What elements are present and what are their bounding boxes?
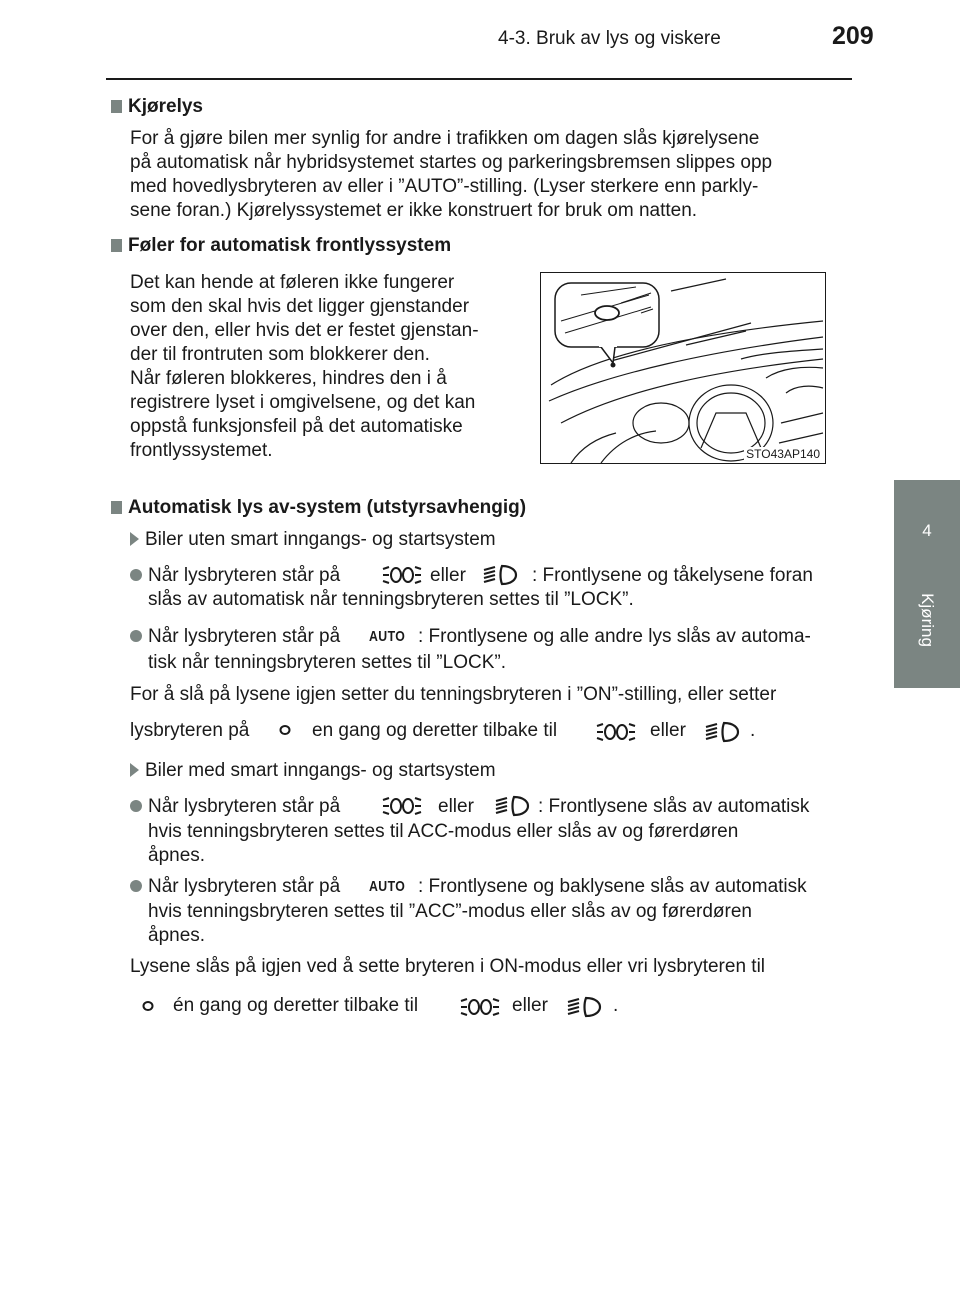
auto-icon: AUTO — [369, 628, 406, 645]
p1-text-a: For å slå på lysene igjen setter du tenningsbryteren i ”ON”-stilling, eller setter — [130, 684, 777, 705]
chapter-label: Kjøring — [918, 593, 937, 647]
p2-text-c: eller — [512, 995, 548, 1016]
p2-text-b: én gang og deretter tilbake til — [173, 995, 419, 1016]
bullet-dot-icon — [130, 876, 148, 898]
bullet-dot-icon — [130, 626, 148, 648]
bullet-dot-icon — [130, 796, 148, 818]
b3-text-a: Når lysbryteren står på — [148, 796, 341, 817]
heading-bullet-icon — [111, 501, 122, 514]
b1-text-d: slås av automatisk når tenningsbryteren settes til ”LOCK”. — [148, 589, 634, 610]
b4-text-c: hvis tenningsbryteren settes til ”ACC”-modus eller slås av og førerdøren åpnes. — [148, 901, 753, 946]
b1-text-b: eller — [430, 565, 466, 586]
parking-light-icon — [382, 794, 422, 818]
sensor-paragraph: Det kan hende at føleren ikke fungerer som den skal hvis det ligger gjenstander over den, eller hvis det er festet gjenstan- der til frontruten som blokkerer den. Når føleren blokkeres, hindres den i å registrere lyset i omgivelsene, og det kan oppstå funksjonsfeil på det automatiske frontlyssystemet. — [130, 272, 479, 461]
b3-text-d: hvis tenningsbryteren settes til ACC-modus eller slås av og førerdøren åpnes. — [148, 821, 739, 866]
b4-text-b: : Frontlysene og baklysene slås av automatisk — [418, 876, 807, 897]
heading-auto-off: Automatisk lys av-system (utstyrsavhengig) — [111, 497, 526, 519]
chapter-tab — [894, 480, 960, 688]
p1-text-e: . — [750, 720, 756, 741]
headlight-icon — [482, 563, 518, 587]
heading-bullet-icon — [111, 100, 122, 113]
parking-light-icon — [460, 995, 500, 1019]
dashboard-illustration — [541, 273, 825, 463]
headlight-icon — [566, 995, 602, 1019]
b2-text-b: : Frontlysene og alle andre lys slås av automa- — [418, 626, 811, 647]
b1-text-a: Når lysbryteren står på — [148, 565, 341, 586]
headlight-icon — [494, 794, 530, 818]
auto-icon: AUTO — [369, 878, 406, 895]
header-rule — [106, 78, 852, 80]
b2-text-a: Når lysbryteren står på — [148, 626, 341, 647]
p1-text-c: en gang og deretter tilbake til — [312, 720, 558, 741]
off-icon — [279, 724, 293, 738]
parking-light-icon — [596, 720, 636, 744]
heading-sensor: Føler for automatisk frontlyssystem — [111, 235, 451, 257]
parking-light-icon — [382, 563, 422, 587]
b1-text-c: : Frontlysene og tåkelysene foran — [532, 565, 813, 586]
b4-text-a: Når lysbryteren står på — [148, 876, 341, 897]
b3-text-c: : Frontlysene slås av automatisk — [538, 796, 810, 817]
off-icon — [142, 1000, 156, 1014]
headlight-icon — [704, 720, 740, 744]
p2-text-d: . — [613, 995, 619, 1016]
figure-caption: STO43AP140 — [746, 447, 820, 461]
page-number: 209 — [832, 22, 874, 50]
b2-text-c: tisk når tenningsbryteren settes til ”LOCK”. — [148, 652, 506, 673]
heading-bullet-icon — [111, 239, 122, 252]
arrow-bullet-icon — [130, 763, 139, 777]
p1-text-d: eller — [650, 720, 686, 741]
b3-text-b: eller — [438, 796, 474, 817]
arrow-bullet-icon — [130, 532, 139, 546]
dashboard-sensor-figure — [540, 272, 826, 464]
p2-text-a: Lysene slås på igjen ved å sette bryteren i ON-modus eller vri lysbryteren til — [130, 956, 766, 977]
heading-kjorelys: Kjørelys — [111, 96, 203, 118]
chapter-number: 4 — [922, 521, 932, 540]
section-title: 4-3. Bruk av lys og viskere — [498, 28, 721, 49]
kjorelys-paragraph: For å gjøre bilen mer synlig for andre i trafikken om dagen slås kjørelysene på automatisk når hybridsystemet startes og parkeringsbremsen slippes opp med hovedlysbryteren av eller i ”AUTO”-stilling. (Lyser sterkere enn parkly- sene foran.) Kjørelyssystemet er ikke konstruert for bruk om natten. — [130, 128, 773, 221]
p1-text-b: lysbryteren på — [130, 720, 250, 741]
subheading-with-smart-key: Biler med smart inngangs- og startsystem — [130, 760, 496, 782]
subheading-without-smart-key: Biler uten smart inngangs- og startsystem — [130, 529, 496, 551]
bullet-dot-icon — [130, 565, 148, 587]
